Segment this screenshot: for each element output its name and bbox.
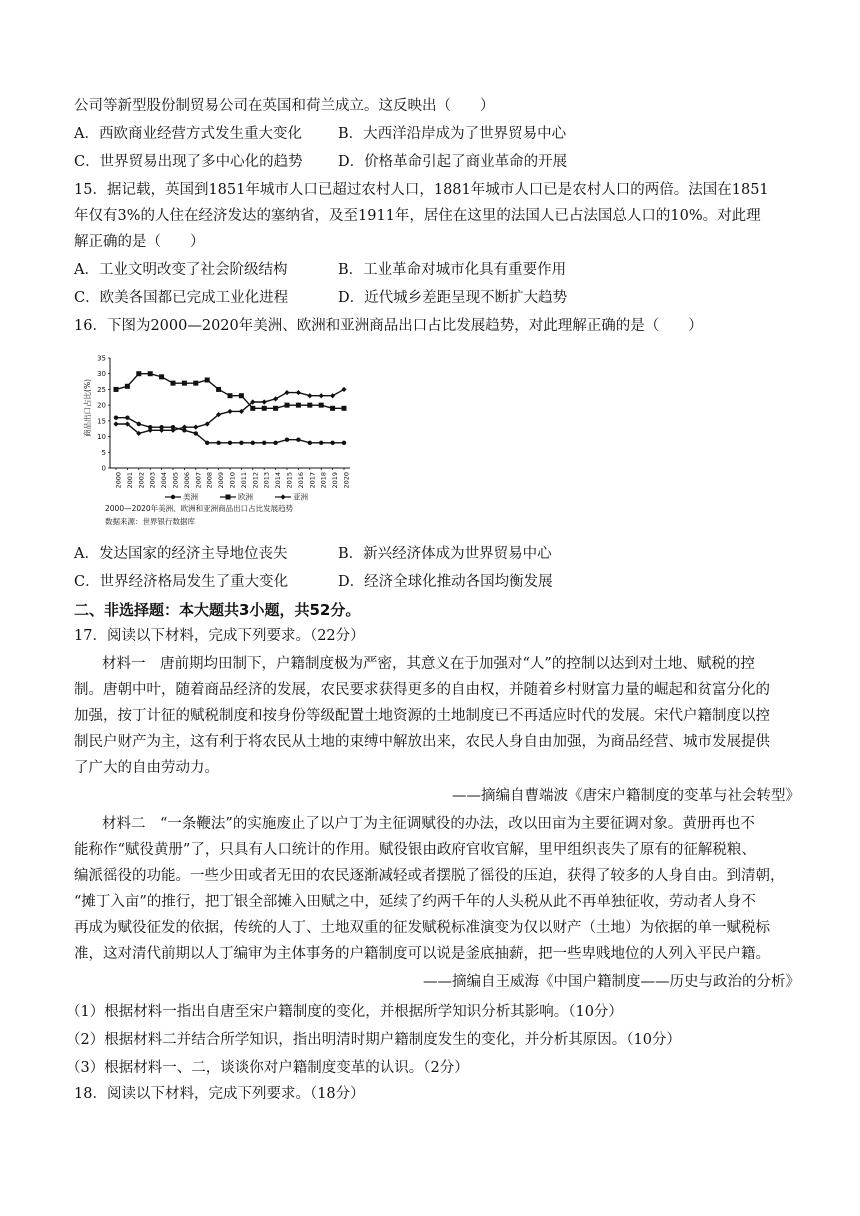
q16-option-c: C．世界经济格局发生了重大变化 xyxy=(74,574,289,590)
x-tick-label: 2013 xyxy=(262,472,271,489)
data-point-circle xyxy=(262,441,266,445)
data-point-circle xyxy=(330,441,334,445)
q14-option-b: B．大西洋沿岸成为了世界贸易中心 xyxy=(338,126,567,142)
q15-stem-line3: 解正确的是（ ） xyxy=(74,234,205,250)
data-point-diamond xyxy=(182,425,187,430)
data-point-diamond xyxy=(330,393,335,398)
q18-stem: 18．阅读以下材料，完成下列要求。（18分） xyxy=(74,1086,365,1102)
q17-stem: 17．阅读以下材料，完成下列要求。（22分） xyxy=(74,628,365,644)
y-tick-label: 30 xyxy=(97,370,106,379)
chart-source: 数据来源：世界银行数据库 xyxy=(105,517,195,526)
q14-options-row2 xyxy=(74,152,568,172)
q15-stem-line2: 年仅有3%的人住在经济发达的塞纳省，及至1911年，居住在这里的法国人已占法国总人口的10%。对此理 xyxy=(74,208,761,224)
data-point-circle xyxy=(205,441,209,445)
data-point-circle xyxy=(319,441,323,445)
data-point-circle xyxy=(137,422,141,426)
chart-title: 2000—2020年美洲、欧洲和亚洲商品出口占比发展趋势 xyxy=(105,504,294,513)
x-tick-label: 2012 xyxy=(251,472,260,489)
y-tick-label: 0 xyxy=(101,464,106,473)
data-point-square xyxy=(262,406,267,411)
q16-options-row1 xyxy=(74,544,552,564)
chart-legend xyxy=(165,492,308,502)
y-tick-label: 5 xyxy=(101,448,106,457)
q16-option-d: D．经济全球化推动各国均衡发展 xyxy=(338,574,553,590)
q17-material1-line3: 加强，按丁计征的赋税制度和按身份等级配置土地资源的土地制度已不再适应时代的发展。宋代户籍制度以控 xyxy=(74,708,770,724)
y-tick-label: 20 xyxy=(97,401,106,410)
q15-option-c: C．欧美各国都已完成工业化进程 xyxy=(74,290,289,306)
q14-option-a: A．西欧商业经营方式发生重大变化 xyxy=(74,126,302,142)
data-point-diamond xyxy=(307,393,312,398)
q16-option-b: B．新兴经济体成为世界贸易中心 xyxy=(338,546,552,562)
y-tick-label: 10 xyxy=(97,433,106,442)
q17-material2-line5: 再成为赋役征发的依据，传统的人丁、土地双重的征发赋税标准演变为仅以财产（土地）为依据的单一赋税标 xyxy=(74,920,770,936)
data-point-diamond xyxy=(159,428,164,433)
data-point-circle xyxy=(308,441,312,445)
x-tick-label: 2005 xyxy=(171,472,180,489)
data-point-square xyxy=(205,378,210,383)
q16-stem: 16．下图为2000—2020年美洲、欧洲和亚洲商品出口占比发展趋势，对此理解正确的是（ ） xyxy=(74,318,703,334)
x-tick-label: 2010 xyxy=(228,472,237,489)
x-tick-label: 2004 xyxy=(160,472,169,489)
x-tick-label: 2019 xyxy=(331,472,340,489)
data-point-diamond xyxy=(319,393,324,398)
q14-option-d: D．价格革命引起了商业革命的开展 xyxy=(338,154,568,170)
data-point-diamond xyxy=(262,399,267,404)
q16-option-a: A．发达国家的经济主导地位丧失 xyxy=(74,546,288,562)
x-tick-label: 2007 xyxy=(194,472,203,489)
data-point-square xyxy=(307,403,312,408)
legend-label: 美洲 xyxy=(183,492,198,502)
q17-material2-line1: 材料二 “一条鞭法”的实施废止了以户丁为主征调赋役的办法，改以田亩为主要征调对象。黄册再也不 xyxy=(102,816,755,832)
q17-sub1: （1）根据材料一指出自唐至宋户籍制度的变化，并根据所学知识分析其影响。（10分） xyxy=(66,1004,623,1020)
q15-option-a: A．工业文明改变了社会阶级结构 xyxy=(74,262,288,278)
data-point-diamond xyxy=(193,425,198,430)
data-point-circle xyxy=(125,416,129,420)
data-point-diamond xyxy=(296,390,301,395)
data-point-diamond xyxy=(113,421,118,426)
q17-material2-line4: “摊丁入亩”的推行，把丁银全部摊入田赋之中，延续了约两千年的人头税从此不再单独征收，劳动者人身不 xyxy=(74,894,756,910)
data-point-circle xyxy=(342,441,346,445)
data-point-square xyxy=(319,403,324,408)
x-tick-label: 2008 xyxy=(205,472,214,489)
section2-heading: 二、非选择题：本大题共3小题，共52分。 xyxy=(74,601,361,619)
q16-options-row2 xyxy=(74,572,553,592)
data-point-square xyxy=(216,387,221,392)
data-point-square xyxy=(250,406,255,411)
data-point-circle xyxy=(296,438,300,442)
data-point-diamond xyxy=(148,428,153,433)
legend-marker xyxy=(280,494,285,499)
q17-material2-line3: 编派徭役的功能。一些少田或者无田的农民逐渐减轻或者摆脱了徭役的压迫，获得了较多的人身自由。到清朝， xyxy=(74,868,785,884)
legend-marker xyxy=(171,495,175,499)
q14-stem-tail: 公司等新型股份制贸易公司在英国和荷兰成立。这反映出（ ） xyxy=(74,98,495,114)
x-tick-label: 2006 xyxy=(182,472,191,489)
data-point-diamond xyxy=(341,387,346,392)
q15-option-b: B．工业革命对城市化具有重要作用 xyxy=(338,262,567,278)
legend-label: 亚洲 xyxy=(293,492,308,502)
y-tick-label: 15 xyxy=(97,417,106,426)
data-point-square xyxy=(193,381,198,386)
x-tick-label: 2003 xyxy=(148,472,157,489)
q14-options-row1 xyxy=(74,124,567,144)
q17-sub3: （3）根据材料一、二，谈谈你对户籍制度变革的认识。（2分） xyxy=(66,1060,469,1076)
data-point-circle xyxy=(228,441,232,445)
q17-material1-line2: 制。唐朝中叶，随着商品经济的发展，农民要求获得更多的自由权，并随着乡村财富力量的崛起和贫富分化的 xyxy=(74,682,770,698)
data-point-square xyxy=(136,371,141,376)
chart-y-ticks xyxy=(97,355,110,473)
q17-material1-source: ——摘编自曹端波《唐宋户籍制度的变革与社会转型》 xyxy=(452,788,800,804)
data-point-square xyxy=(171,381,176,386)
data-point-circle xyxy=(251,441,255,445)
data-point-circle xyxy=(114,416,118,420)
y-tick-label: 35 xyxy=(97,354,106,363)
data-point-square xyxy=(285,403,290,408)
data-point-square xyxy=(159,374,164,379)
q17-material2-source: ——摘编自王威海《中国户籍制度——历史与政治的分析》 xyxy=(423,974,800,990)
data-point-diamond xyxy=(170,428,175,433)
q15-stem-line1: 15．据记载，英国到1851年城市人口已超过农村人口，1881年城市人口已是农村人口的两倍。法国在1851 xyxy=(74,182,769,198)
legend-label: 欧洲 xyxy=(238,492,253,502)
x-tick-label: 2014 xyxy=(274,472,283,489)
x-tick-label: 2011 xyxy=(239,472,248,489)
data-point-circle xyxy=(285,438,289,442)
x-tick-label: 2017 xyxy=(308,472,317,489)
data-point-square xyxy=(342,406,347,411)
x-tick-label: 2009 xyxy=(217,472,226,489)
x-tick-label: 2020 xyxy=(342,472,351,489)
y-tick-label: 25 xyxy=(97,385,106,394)
data-point-square xyxy=(182,381,187,386)
data-point-square xyxy=(239,393,244,398)
data-point-circle xyxy=(194,431,198,435)
data-point-diamond xyxy=(273,396,278,401)
data-point-square xyxy=(330,406,335,411)
data-point-square xyxy=(148,371,153,376)
q15-options-row1 xyxy=(74,260,567,280)
q17-material1-line5: 了广大的自由劳动力。 xyxy=(74,760,219,776)
data-point-circle xyxy=(273,441,277,445)
chart-y-axis-label: 商品出口占比(%) xyxy=(83,379,92,437)
chart-series-markers xyxy=(113,371,346,445)
q17-material1-line4: 制民户财产为主，这有利于将农民从土地的束缚中解放出来，农民人身自由加强，为商品经营、城市发展提供 xyxy=(74,734,770,750)
q17-material2-line2: 能称作“赋役黄册”了，只具有人口统计的作用。赋役银由政府官收官解，里甲组织丧失了原有的征解税粮、 xyxy=(74,842,756,858)
q15-option-d: D．近代城乡差距呈现不断扩大趋势 xyxy=(338,290,568,306)
q15-options-row2 xyxy=(74,288,568,308)
data-point-square xyxy=(296,403,301,408)
q17-material1-line1: 材料一 唐前期均田制下，户籍制度极为严密，其意义在于加强对“人”的控制以达到对土地、赋税的控 xyxy=(102,656,755,672)
data-point-diamond xyxy=(227,409,232,414)
data-point-square xyxy=(114,387,119,392)
x-tick-label: 2016 xyxy=(296,472,305,489)
data-point-square xyxy=(228,393,233,398)
x-tick-label: 2001 xyxy=(125,472,134,489)
x-tick-label: 2000 xyxy=(114,472,123,489)
data-point-square xyxy=(125,384,130,389)
export-share-chart xyxy=(80,350,370,530)
chart-x-ticks xyxy=(115,468,351,489)
q14-option-c: C．世界贸易出现了多中心化的趋势 xyxy=(74,154,303,170)
legend-marker xyxy=(226,495,231,500)
x-tick-label: 2015 xyxy=(285,472,294,489)
data-point-diamond xyxy=(284,390,289,395)
data-point-circle xyxy=(239,441,243,445)
data-point-circle xyxy=(216,441,220,445)
x-tick-label: 2018 xyxy=(319,472,328,489)
q17-material2-line6: 准，这对清代前期以人丁编审为主体事务的户籍制度可以说是釜底抽薪，把一些卑贱地位的人列入平民户籍。 xyxy=(74,946,770,962)
data-point-square xyxy=(273,406,278,411)
x-tick-label: 2002 xyxy=(137,472,146,489)
q17-sub2: （2）根据材料二并结合所学知识，指出明清时期户籍制度发生的变化，并分析其原因。（10分） xyxy=(66,1032,681,1048)
